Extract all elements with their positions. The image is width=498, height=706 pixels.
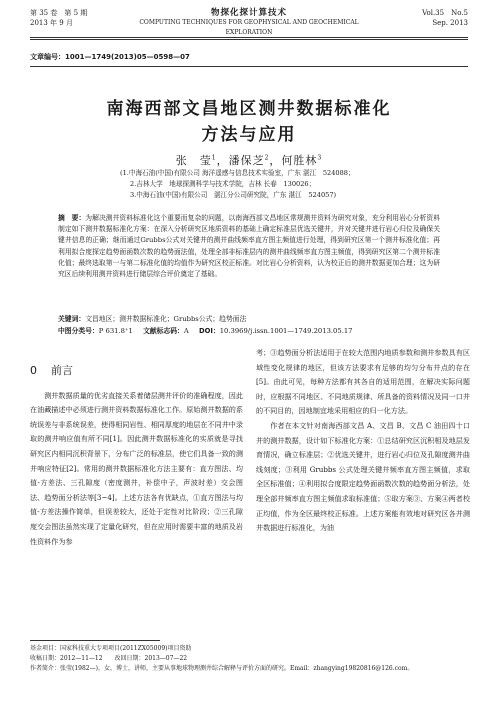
footnotes [30, 644, 470, 674]
volume-line: Vol.35 No.5 [422, 9, 468, 17]
abstract [58, 213, 440, 280]
author-list [30, 152, 468, 168]
section-title: 前言 [51, 364, 73, 377]
clc-value: P 631.8⁺1 [98, 327, 133, 335]
footnote-funding: 基金项目：国家科技重大专项项目(2011ZX05009)项目资助 [30, 645, 192, 652]
keywords-label: 关键词： [58, 315, 86, 323]
section-heading [30, 364, 243, 379]
doi-label: DOI： [198, 327, 220, 335]
header-issue [30, 8, 87, 28]
paper-title-line2: 方法与应用 [201, 125, 297, 145]
footnote-dates: 收稿日期：2012—11—12 改回日期：2013—07—22 [30, 655, 188, 662]
clc-label: 中图分类号： [58, 327, 99, 335]
author-1: 张 莹 [175, 154, 212, 167]
affiliation-2: 2.吉林大学 地球探测科学与技术学院，吉林 长春 130026； [130, 180, 316, 188]
affiliation-1: (1.中海石油(中国)有限公司 海洋遥感与信息技术实验室，广东 湛江 524088； [120, 169, 355, 177]
author-2-affil: 2 [264, 154, 270, 162]
author-1-affil: 1 [211, 154, 217, 162]
doi-value: 10.3969/j.issn.1001—1749.2013.05.17 [219, 327, 353, 335]
footnote-rule [30, 640, 160, 641]
section-number: 0 [30, 364, 37, 377]
keywords-text: 文昌地区；测井数据标准化；Grubbs公式；趋势面法 [85, 315, 247, 323]
paper-title-line1: 南海西部文昌地区测井数据标准化 [106, 99, 392, 119]
abstract-label: 摘 要： [58, 214, 86, 222]
keywords [58, 314, 458, 325]
intro-paragraph-1: 测井数据质量的优劣直接关系着储层测井评价的准确程度，因此在油藏描述中必须进行测井资料数据标准化工作。原始测井数据的系统误差与非系统误差，使得相同岩性、相同厚度的地层在不同井中录取的测井响应值有所不同[1]。因此测井数据标准化的实质就是寻找研究区内相同沉积背景下，分布广泛的标准层，使它们具备一致的测井响应特征[2]。常用的测井数据标准化方法主要有：直方图法、均值-方差法、三孔隙度（密度测井，补偿中子，声波时差）交会图法、趋势面分析法等[3~4]。上述方法各有优缺点，①直方图法与均值-方差法操作简单，但误差较大，还处于定性对比阶段；②三孔隙度交会图法虽然实现了定量化研究，但在应用时需要丰富的地质及岩性资料作为参 [30, 390, 243, 546]
date-line: 2013 年 9 月 [30, 19, 73, 27]
footnote-author: 作者简介：张莹(1982—)，女，博士，讲师，主要从事地球物理测井综合解释与评价方面的研究。Email：zhangying19820816@126.com。 [30, 665, 414, 672]
left-column [30, 360, 243, 549]
header-rule-thin [30, 39, 468, 40]
article-number-rule [30, 66, 468, 67]
header-rule [30, 37, 468, 38]
author-3: ，何胜林 [269, 154, 318, 167]
header-journal [120, 8, 378, 38]
journal-title-cn: 物探化探计算技术 [210, 8, 287, 18]
doc-code-label: 文献标志码： [143, 327, 184, 335]
author-3-affil: 3 [317, 154, 323, 162]
classification-line [58, 326, 458, 337]
journal-title-en: COMPUTING TECHNIQUES FOR GEOPHYSICAL AND GEOCHEMICAL EXPLORATION [139, 19, 359, 36]
intro-paragraph-2: 作者在本文针对南海西部文昌 A、文昌 B、文昌 C 油田四十口井的测井数据，设计如下标准化方案：①总结研究区沉积相及地层发育情况，确立标准层；②优选关键井，进行岩心归位及孔隙度测井曲线刻度；③利用 Grubbs 公式处理关键井频率直方图主频值，求取全区标准值；④利用拟合度限定趋势面函数次数的趋势面分析法，处理全部井频率直方图主频值求取标准值；⑤取方案③、方案④两者校正均值，作为全区最终校正标准。上述方案能有效地对研究区各井测井数据进行标准化，为油 [256, 420, 470, 533]
intro-paragraph-continued: 考；③趋势面分析法适用于在较大范围内地质参数和测井参数具有区域性变化规律的地区，但该方法要求有足够的均匀分布井点的存在[5]。由此可见，每种方法都有其各自的适用范围，在解决实际问题时，应根据不同地区、不同地质规律、所具备的资料情况及同一口井的不同目的，因地制宜地采用相应的归一化方法。 [256, 348, 470, 416]
month-line: Sep. 2013 [432, 19, 468, 27]
right-column [256, 346, 470, 536]
doc-code-value: A [183, 327, 189, 335]
affiliation-3: 3.中海石油(中国)有限公司 湛江分公司研究院，广东 湛江 524057) [130, 191, 337, 199]
issue-line: 第 35 卷 第 5 期 [30, 9, 88, 17]
running-header [30, 6, 468, 36]
author-2: ，潘保芝 [216, 154, 265, 167]
header-volume [422, 8, 468, 28]
article-number: 文章编号：1001—1749(2013)05—0598—07 [30, 53, 190, 61]
abstract-text: 为解决测井资料标准化这个重要而复杂的问题，以南海西部文昌地区常规测井资料为研究对象，充分利用岩心分析资料制定如下测井数据标准化方案：在深入分析研究区地质资料的基础上确定标准层优选关键井，并对关键井进行岩心归位及确保关键井信息的正确；继而通过Grubbs公式对关键井的测井曲线频率直方图主频值进行处理，得到研究区第一个测井标准化值；再利用拟合度探定趋势面函数次数的趋势面法值，处理全部非标准层内的测井曲线频率直方图主频值，得到研究区第二个测井标准化值；最终选取第一与第二标准化值的均值作为研究区校正标准。对比岩心分析资料，认为校正后的测井数据更加合理；这为研究区后续利用测井资料进行储层综合评价奠定了基础。 [58, 214, 441, 279]
